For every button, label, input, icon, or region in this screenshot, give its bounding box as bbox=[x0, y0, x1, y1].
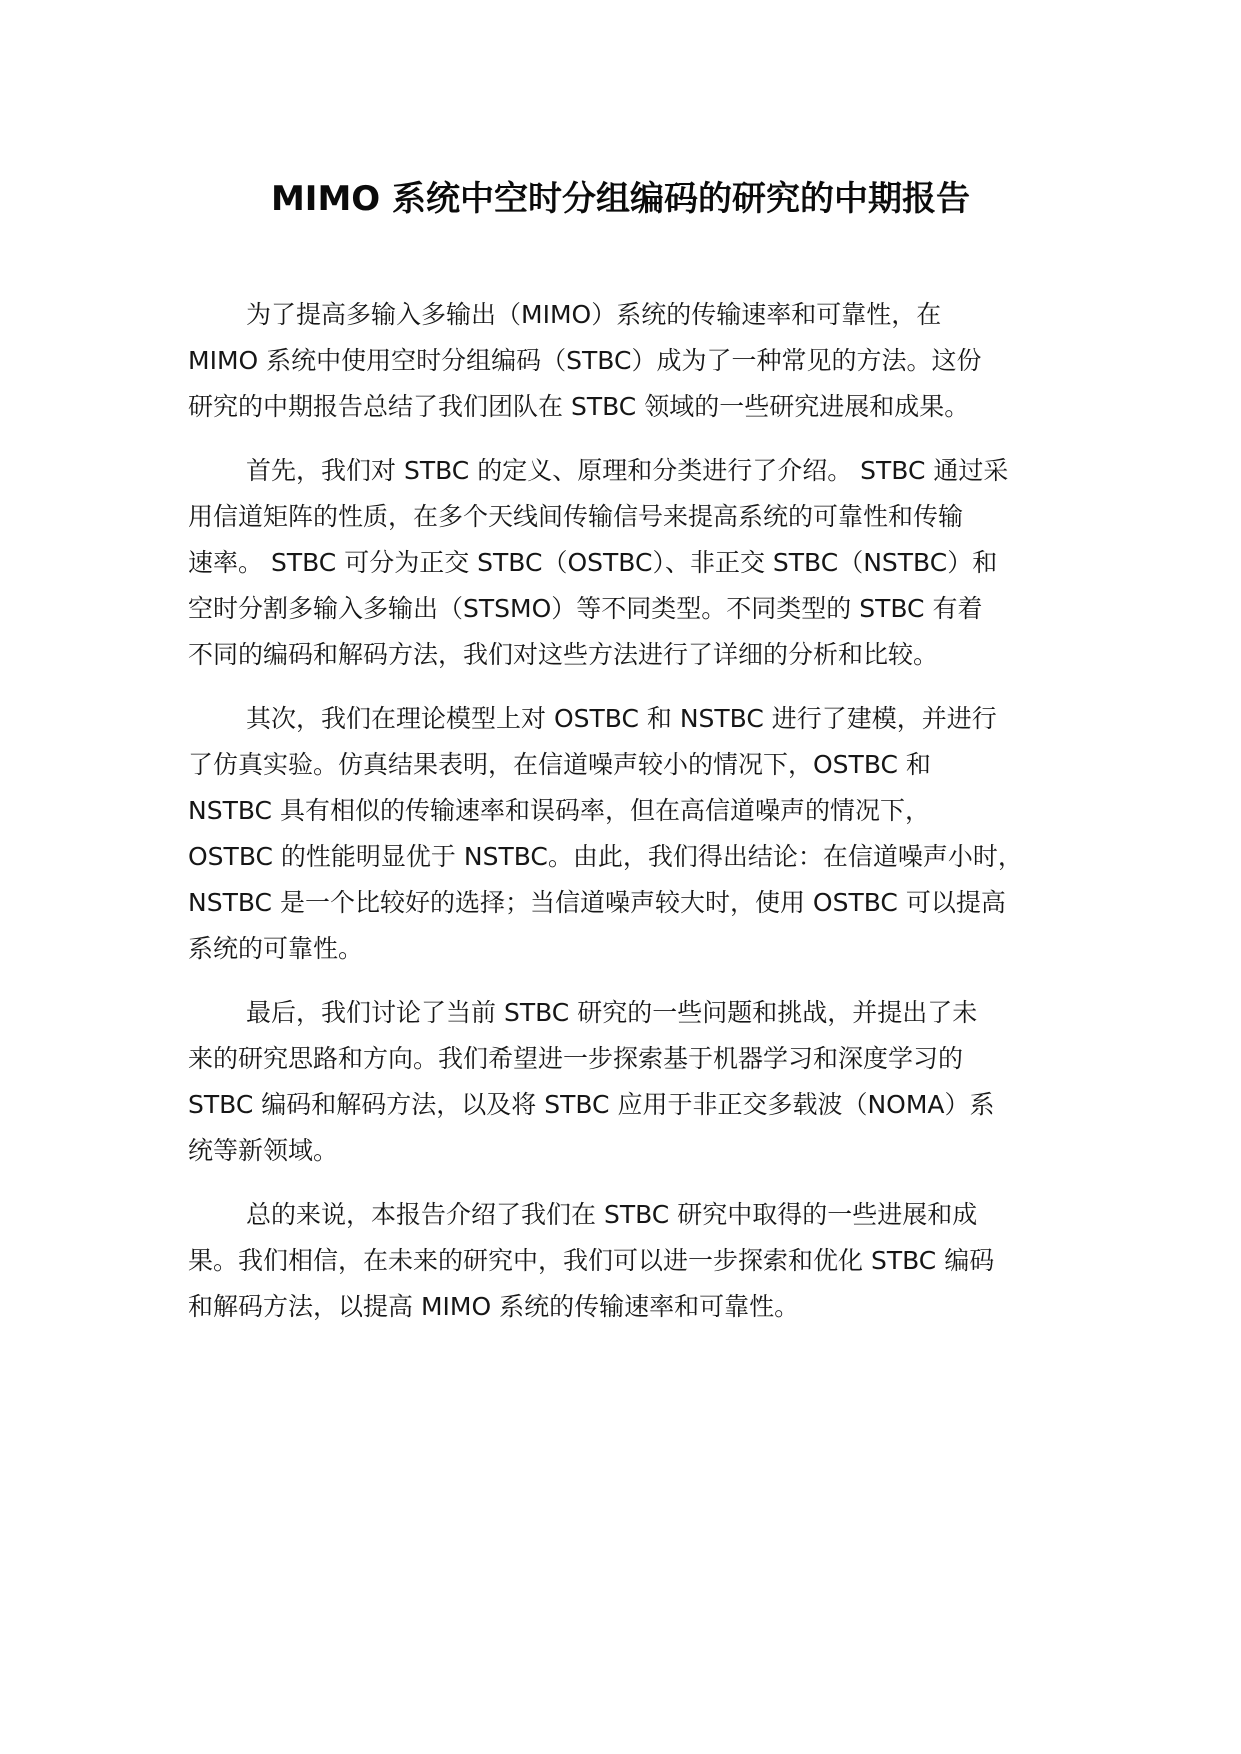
paragraph-line: 为了提高多输入多输出（MIMO）系统的传输速率和可靠性，在 bbox=[246, 300, 942, 329]
paragraph-5 bbox=[188, 1192, 1088, 1330]
paragraph-line: MIMO 系统中使用空时分组编码（STBC）成为了一种常见的方法。这份 bbox=[188, 346, 982, 375]
paragraph-3 bbox=[188, 696, 1088, 972]
paragraph-line: OSTBC 的性能明显优于 NSTBC。由此，我们得出结论：在信道噪声小时， bbox=[188, 842, 1023, 871]
paragraph-line: 空时分割多输入多输出（STSMO）等不同类型。不同类型的 STBC 有着 bbox=[188, 594, 983, 623]
paragraph-line: NSTBC 是一个比较好的选择；当信道噪声较大时，使用 OSTBC 可以提高 bbox=[188, 888, 1006, 917]
paragraph-line: 首先，我们对 STBC 的定义、原理和分类进行了介绍。 STBC 通过采 bbox=[246, 456, 1009, 485]
paragraph-line: NSTBC 具有相似的传输速率和误码率，但在高信道噪声的情况下， bbox=[188, 796, 930, 825]
paragraph-line: 研究的中期报告总结了我们团队在 STBC 领域的一些研究进展和成果。 bbox=[188, 392, 970, 421]
paragraph-line: 来的研究思路和方向。我们希望进一步探索基于机器学习和深度学习的 bbox=[188, 1044, 964, 1073]
paragraph-line: 总的来说，本报告介绍了我们在 STBC 研究中取得的一些进展和成 bbox=[246, 1200, 978, 1229]
document-body bbox=[188, 292, 1088, 1348]
paragraph-line: 不同的编码和解码方法，我们对这些方法进行了详细的分析和比较。 bbox=[188, 640, 939, 669]
paragraph-line: 速率。 STBC 可分为正交 STBC（OSTBC）、非正交 STBC（NSTBC）和 bbox=[188, 548, 998, 577]
paragraph-line: 用信道矩阵的性质，在多个天线间传输信号来提高系统的可靠性和传输 bbox=[188, 502, 964, 531]
paragraph-line: 最后，我们讨论了当前 STBC 研究的一些问题和挑战，并提出了未 bbox=[246, 998, 978, 1027]
paragraph-line: 和解码方法，以提高 MIMO 系统的传输速率和可靠性。 bbox=[188, 1292, 800, 1321]
paragraph-line: 了仿真实验。仿真结果表明，在信道噪声较小的情况下，OSTBC 和 bbox=[188, 750, 931, 779]
paragraph-line: 系统的可靠性。 bbox=[188, 934, 364, 963]
paragraph-line: 统等新领域。 bbox=[188, 1136, 339, 1165]
paragraph-line: 其次，我们在理论模型上对 OSTBC 和 NSTBC 进行了建模，并进行 bbox=[246, 704, 997, 733]
paragraph-line: STBC 编码和解码方法，以及将 STBC 应用于非正交多载波（NOMA）系 bbox=[188, 1090, 995, 1119]
paragraph-line: 果。我们相信，在未来的研究中，我们可以进一步探索和优化 STBC 编码 bbox=[188, 1246, 995, 1275]
paragraph-2 bbox=[188, 448, 1088, 678]
document-title: MIMO 系统中空时分组编码的研究的中期报告 bbox=[270, 179, 971, 219]
paragraph-1 bbox=[188, 292, 1088, 430]
paragraph-4 bbox=[188, 990, 1088, 1174]
